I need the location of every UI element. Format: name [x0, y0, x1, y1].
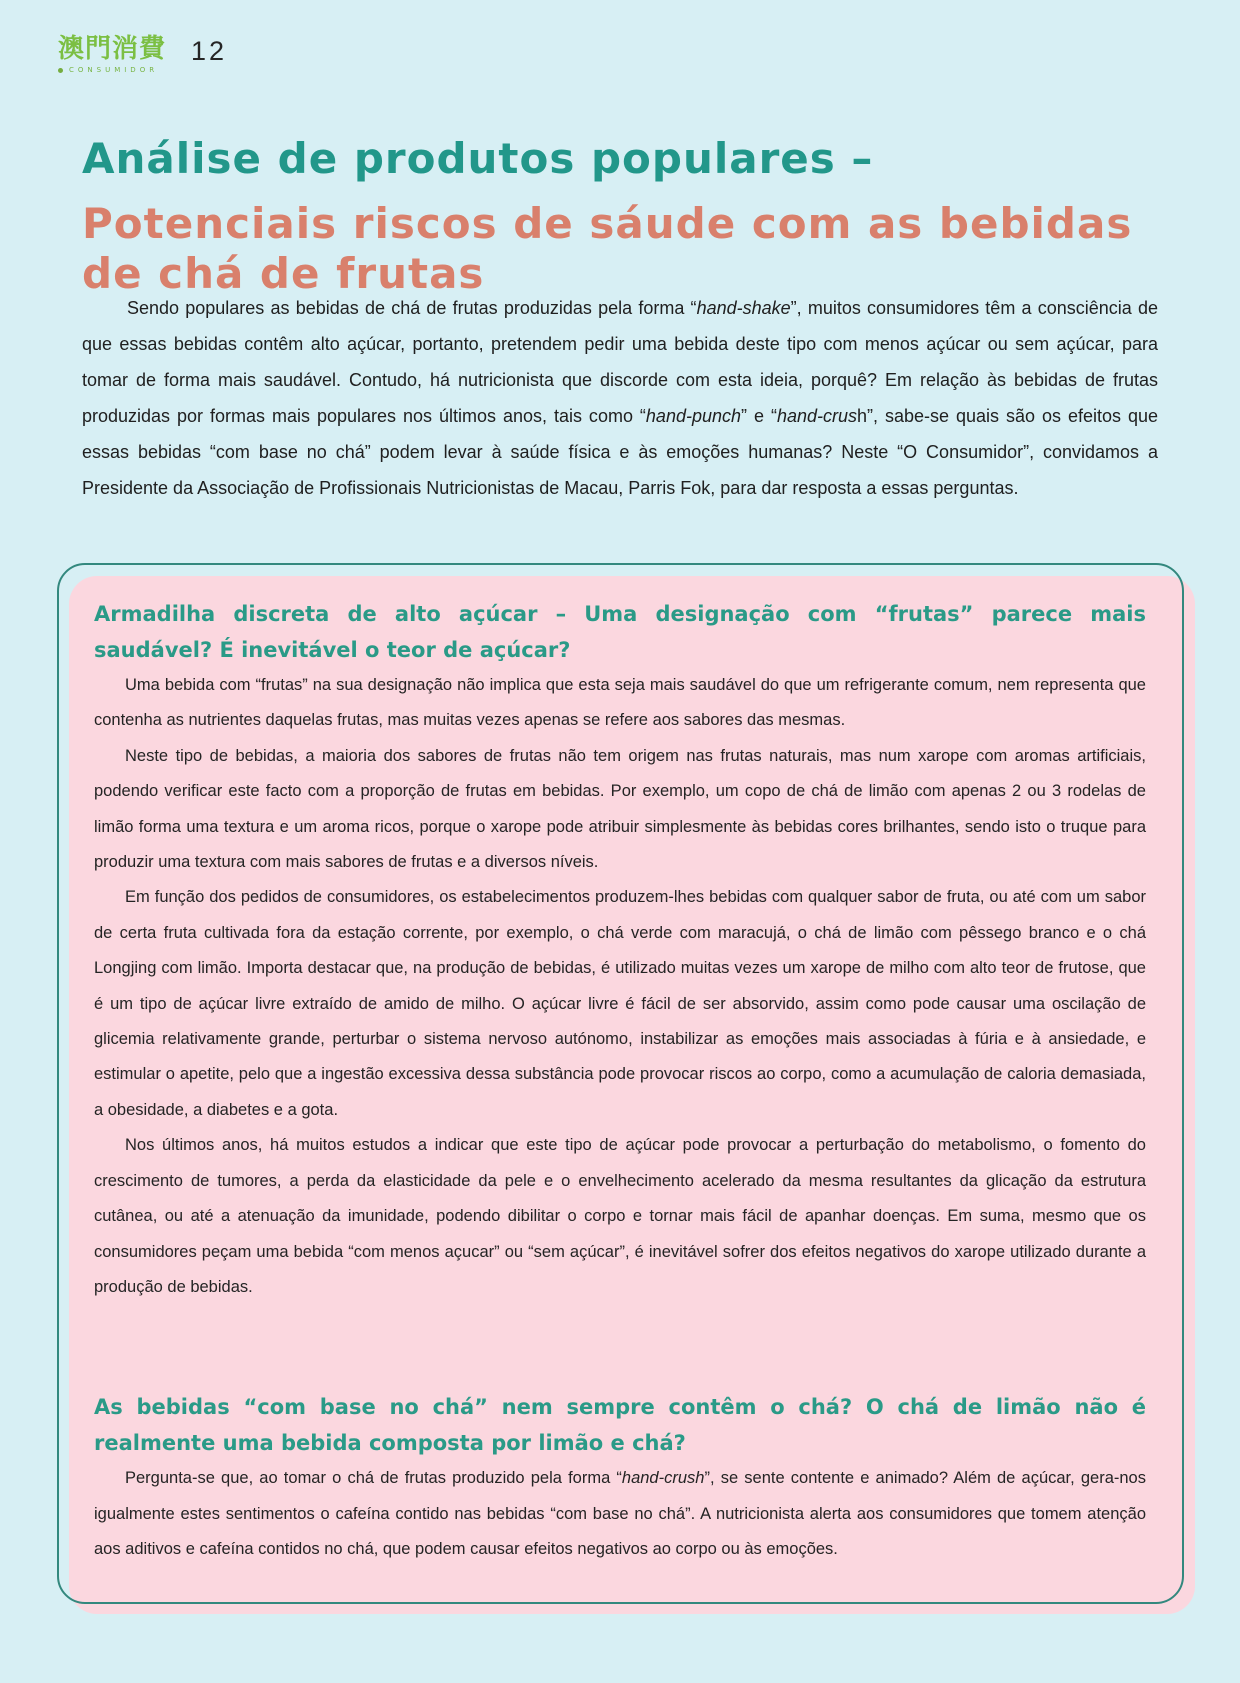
logo-chinese-text: 澳門消費: [58, 34, 167, 64]
intro-text-a: Sendo populares as bebidas de chá de frutas produzidas pela forma “: [127, 298, 697, 318]
article-title-subtitle: Potenciais riscos de sáude com as bebidas de chá de frutas: [82, 198, 1133, 298]
section-body: [94, 1461, 1146, 1567]
article-intro: [82, 290, 1158, 506]
logo-dot-icon: [58, 68, 63, 73]
section-heading: As bebidas “com base no chá” nem sempre contêm o chá? O chá de limão não é realmente uma bebida composta por limão e chá?: [94, 1395, 1146, 1456]
section-paragraph: [94, 1461, 1146, 1567]
logo-subtitle: [58, 66, 158, 74]
section2-text-b: ”, se sente contente e animado? Além de açúcar, gera-nos igualmente estes sentimentos o cafeína contido nas bebidas “com base no chá”. A nutricionista alerta aos consumidores que tomem atenção aos aditivos e cafeína contidos no chá, que podem causar efeitos negativos ao corpo ou às emoções.: [94, 1469, 1146, 1559]
intro-paragraph: [82, 290, 1158, 506]
section2-text-a: Pergunta-se que, ao tomar o chá de frutas produzido pela forma “: [125, 1469, 622, 1488]
section2-term-hand-crush: hand-crush: [621, 1469, 705, 1488]
section-paragraph: Neste tipo de bebidas, a maioria dos sabores de frutas não tem origem nas frutas naturais, mas num xarope com aromas artificiais, podendo verificar este facto com a proporção de frutas em bebidas. Por exemplo, um copo de chá de limão com apenas 2 ou 3 rodelas de limão forma uma textura e um aroma ricos, porque o xarope pode atribuir simplesmente às bebidas cores brilhantes, sendo isto o truque para produzir uma textura com mais sabores de frutas e a diversos níveis.: [94, 746, 1146, 872]
section-paragraph: Em função dos pedidos de consumidores, os estabelecimentos produzem-lhes bebidas com qualquer sabor de fruta, ou até com um sabor de certa fruta cultivada fora da estação corrente, por exemplo, o chá verde com maracujá, o chá de limão com pêssego branco e o chá Longjing com limão. Importa destacar que, na produção de bebidas, é utilizado muitas vezes um xarope de milho com alto teor de frutose, que é um tipo de açúcar livre extraído de amido de milho. O açúcar livre é fácil de ser absorvido, assim como pode causar uma oscilação de glicemia relativamente grande, perturbar o sistema nervoso autónomo, instabilizar as emoções mais associadas à fúria e à ansiedade, e estimular o apetite, pelo que a ingestão excessiva dessa substância pode provocar riscos ao corpo, como a acumulação de caloria demasiada, a obesidade, a diabetes e a gota.: [94, 888, 1146, 1119]
intro-term-hand-crush: hand-crus: [776, 406, 857, 426]
section-body: [94, 668, 1146, 1305]
intro-term-hand-shake: hand-shake: [696, 298, 791, 318]
page-header: [58, 34, 278, 82]
intro-text-c: ” e “: [741, 406, 777, 426]
page-number: 12: [191, 36, 228, 66]
intro-term-hand-punch: hand-punch: [645, 406, 742, 426]
consumer-council-logo: [58, 34, 176, 78]
section-heading: Armadilha discreta de alto açúcar – Uma designação com “frutas” parece mais saudável? É inevitável o teor de açúcar?: [94, 602, 1146, 662]
section-paragraph: Uma bebida com “frutas” na sua designação não implica que esta seja mais saudável do que um refrigerante comum, nem representa que contenha as nutrientes daquelas frutas, mas muitas vezes apenas se refere aos sabores das mesmas.: [94, 676, 1146, 730]
content-box: [94, 596, 1146, 1568]
section-paragraph: Nos últimos anos, há muitos estudos a indicar que este tipo de açúcar pode provocar a perturbação do metabolismo, o fomento do crescimento de tumores, a perda da elasticidade da pele e o envelhecimento acelerado da mesma resultantes da glicação da estrutura cutânea, ou até a atenuação da imunidade, podendo dibilitar o corpo e tornar mais fácil de apanhar doenças. Em suma, mesmo que os consumidores peçam uma bebida “com menos açucar” ou “sem açúcar”, é inevitável sofrer dos efeitos negativos do xarope utilizado durante a produção de bebidas.: [94, 1136, 1146, 1296]
intro-text-b: ”, muitos consumidores têm a consciência de que essas bebidas contêm alto açúcar, portanto, pretendem pedir uma bebida deste tipo com menos açúcar ou sem açúcar, para tomar de forma mais saudável. Contudo, há nutricionista que discorde com esta ideia, porquê? Em relação às bebidas de frutas produzidas por formas mais populares nos últimos anos, tais como “: [82, 298, 1158, 426]
intro-text-d: h”, sabe-se quais são os efeitos que essas bebidas “com base no chá” podem levar à saúde física e às emoções humanas? Neste “O Consumidor”, convidamos a Presidente da Associação de Profissionais Nutricionistas de Macau, Parris Fok, para dar resposta a essas perguntas.: [82, 406, 1158, 498]
section-high-sugar-trap: [94, 596, 1146, 1305]
logo-subtitle-text: CONSUMIDOR: [69, 66, 159, 74]
article-title-main: Análise de produtos populares –: [82, 134, 874, 184]
section-tea-based-drinks: [94, 1389, 1146, 1567]
